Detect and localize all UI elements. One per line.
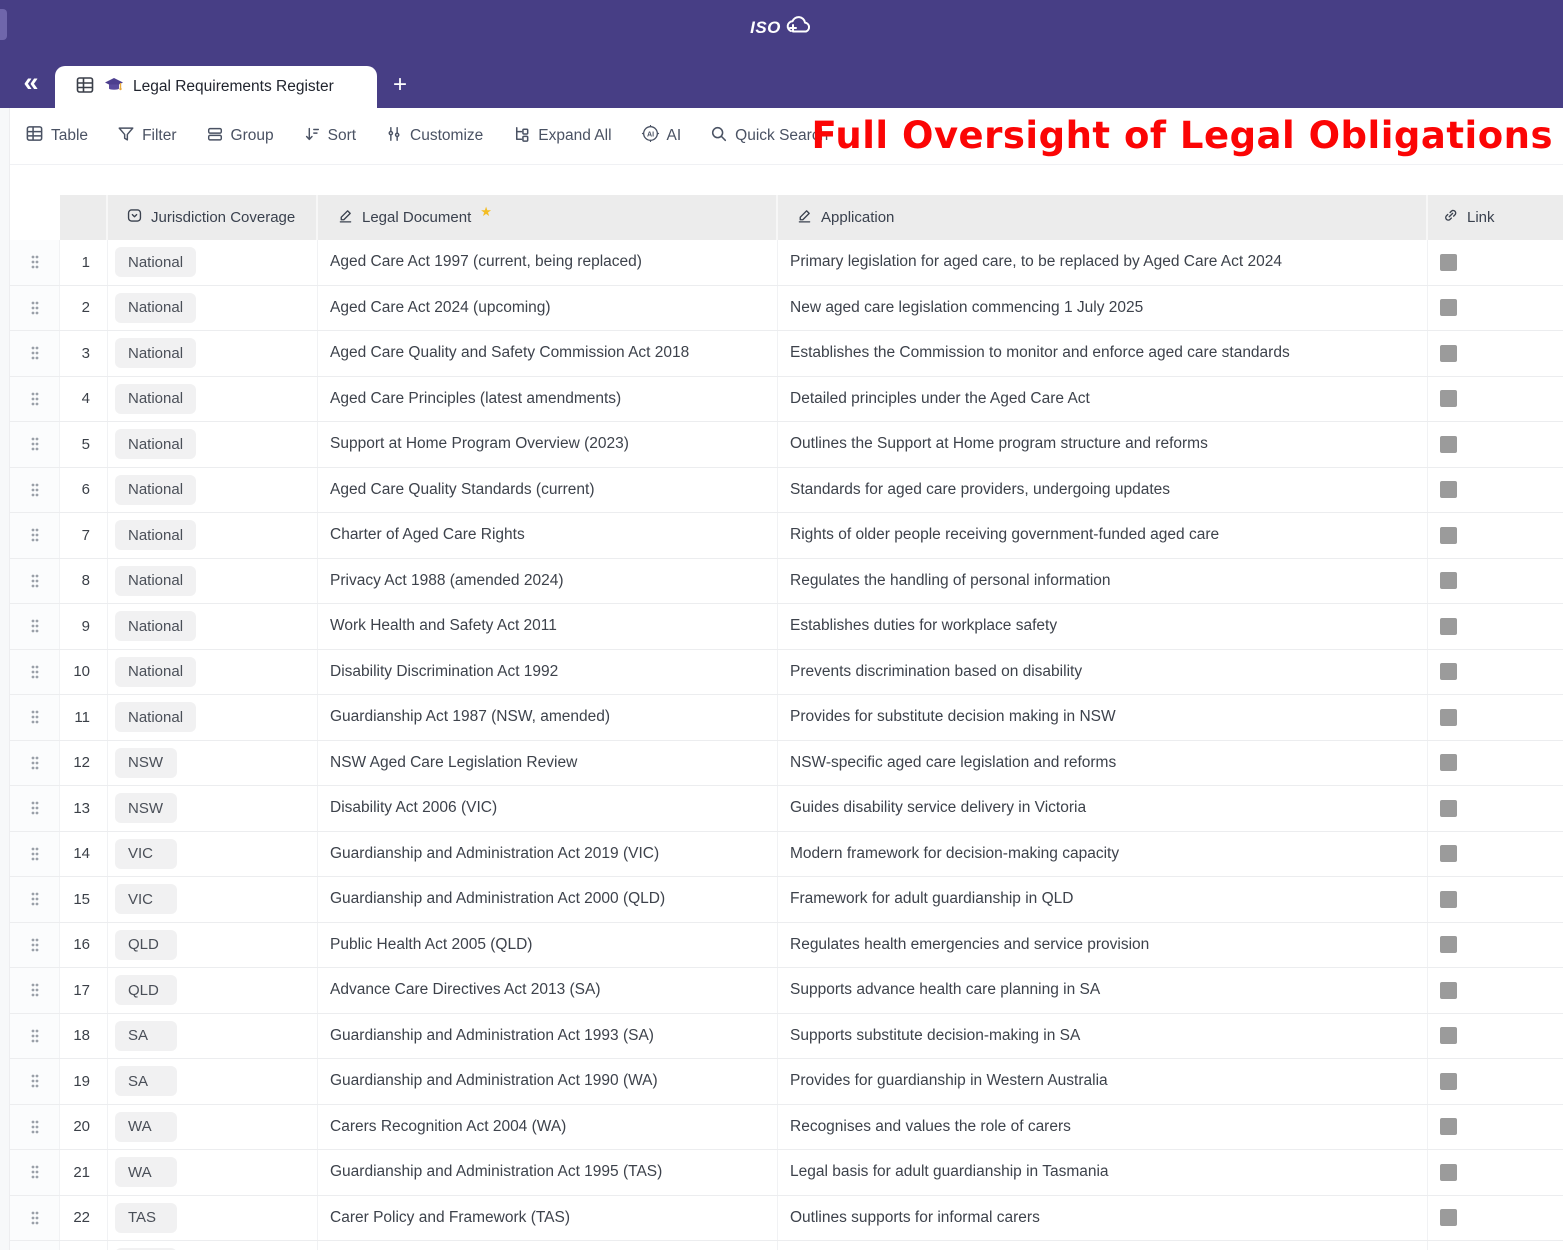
link-cell[interactable] bbox=[1428, 741, 1563, 786]
drag-dots-icon bbox=[29, 709, 41, 725]
jurisdiction-cell[interactable] bbox=[108, 1150, 318, 1195]
row-number: 3 bbox=[60, 331, 108, 376]
link-placeholder-thumbnail[interactable] bbox=[1440, 709, 1457, 726]
header-legal-document-label: Legal Document bbox=[362, 209, 472, 226]
row-drag-handle[interactable] bbox=[10, 286, 60, 331]
link-placeholder-thumbnail[interactable] bbox=[1440, 481, 1457, 498]
jurisdiction-chip: National bbox=[115, 520, 196, 550]
link-placeholder-thumbnail[interactable] bbox=[1440, 527, 1457, 544]
table-row bbox=[10, 695, 1563, 741]
row-number: 9 bbox=[60, 604, 108, 649]
legal-document-cell[interactable]: Guardianship and Administration Act 2019 (VIC) bbox=[318, 832, 778, 877]
application-cell[interactable]: New aged care legislation commencing 1 July 2025 bbox=[778, 286, 1428, 331]
row-number: 7 bbox=[60, 513, 108, 558]
customize-label: Customize bbox=[410, 127, 484, 144]
table-view-label: Table bbox=[51, 127, 89, 144]
legal-document-cell[interactable]: Privacy Act 1988 (amended 2024) bbox=[318, 559, 778, 604]
table-row bbox=[10, 513, 1563, 559]
jurisdiction-chip: SA bbox=[115, 1021, 177, 1051]
legal-register-table bbox=[10, 195, 1563, 1250]
edit-pencil-icon bbox=[796, 207, 813, 228]
jurisdiction-chip: National bbox=[115, 429, 196, 459]
edit-pencil-icon bbox=[337, 207, 354, 228]
table-row bbox=[10, 1150, 1563, 1196]
link-placeholder-thumbnail[interactable] bbox=[1440, 1027, 1457, 1044]
row-number: 16 bbox=[60, 923, 108, 968]
drag-dots-icon bbox=[29, 618, 41, 634]
application-cell[interactable]: Supports advance health care planning in SA bbox=[778, 968, 1428, 1013]
annotation-text: Full Oversight of Legal Obligations bbox=[811, 114, 1553, 157]
link-placeholder-thumbnail[interactable] bbox=[1440, 1209, 1457, 1226]
link-cell[interactable] bbox=[1428, 968, 1563, 1013]
legal-document-cell[interactable]: Guardianship and Administration Act 2000 (QLD) bbox=[318, 877, 778, 922]
application-cell[interactable]: Legal basis for adult guardianship in Tasmania bbox=[778, 1150, 1428, 1195]
link-cell[interactable] bbox=[1428, 1241, 1563, 1250]
jurisdiction-chip: NSW bbox=[115, 793, 177, 823]
jurisdiction-chip: VIC bbox=[115, 884, 177, 914]
top-bar bbox=[0, 0, 1563, 55]
legal-document-cell[interactable]: Charter of Aged Care Rights bbox=[318, 513, 778, 558]
sort-label: Sort bbox=[327, 127, 357, 144]
link-placeholder-thumbnail[interactable] bbox=[1440, 982, 1457, 999]
application-cell[interactable]: Modern framework for decision-making capacity bbox=[778, 832, 1428, 877]
table-row bbox=[10, 968, 1563, 1014]
drag-dots-icon bbox=[29, 573, 41, 589]
group-rows-icon bbox=[206, 125, 224, 148]
row-number: 5 bbox=[60, 422, 108, 467]
search-icon bbox=[710, 125, 728, 148]
application-cell[interactable]: Prevents discrimination based on disability bbox=[778, 650, 1428, 695]
funnel-icon bbox=[117, 125, 135, 148]
link-placeholder-thumbnail[interactable] bbox=[1440, 845, 1457, 862]
link-placeholder-thumbnail[interactable] bbox=[1440, 891, 1457, 908]
legal-document-cell[interactable]: Aged Care Quality and Safety Commission Act 2018 bbox=[318, 331, 778, 376]
application-cell[interactable]: Provides for guardianship in Western Australia bbox=[778, 1059, 1428, 1104]
jurisdiction-cell[interactable] bbox=[108, 377, 318, 422]
jurisdiction-chip: National bbox=[115, 657, 196, 687]
jurisdiction-cell[interactable] bbox=[108, 468, 318, 513]
row-drag-handle[interactable] bbox=[10, 1014, 60, 1059]
table-grid-icon bbox=[75, 75, 95, 100]
row-number: 20 bbox=[60, 1105, 108, 1150]
link-placeholder-thumbnail[interactable] bbox=[1440, 436, 1457, 453]
filter-button[interactable] bbox=[117, 125, 176, 148]
jurisdiction-chip: TAS bbox=[115, 1203, 177, 1233]
jurisdiction-chip: National bbox=[115, 475, 196, 505]
row-drag-handle[interactable] bbox=[10, 240, 60, 285]
ai-button[interactable] bbox=[641, 124, 682, 148]
table-body bbox=[10, 240, 1563, 1250]
svg-text:AI: AI bbox=[646, 130, 654, 139]
legal-document-cell[interactable]: Work Health and Safety Act 2011 bbox=[318, 604, 778, 649]
link-cell[interactable] bbox=[1428, 786, 1563, 831]
application-cell[interactable]: Recognises and values the role of carers bbox=[778, 1105, 1428, 1150]
header-application-label: Application bbox=[821, 209, 895, 226]
app-logo bbox=[0, 0, 1563, 55]
table-row bbox=[10, 286, 1563, 332]
tab-legal-requirements-register[interactable] bbox=[55, 66, 377, 108]
jurisdiction-cell[interactable] bbox=[108, 559, 318, 604]
drag-dots-icon bbox=[29, 937, 41, 953]
application-cell[interactable]: Detailed principles under the Aged Care Act bbox=[778, 377, 1428, 422]
legal-document-cell[interactable]: Aged Care Act 1997 (current, being replaced) bbox=[318, 240, 778, 285]
jurisdiction-cell[interactable] bbox=[108, 604, 318, 649]
table-row bbox=[10, 1196, 1563, 1242]
jurisdiction-chip: National bbox=[115, 702, 196, 732]
legal-document-cell[interactable]: Carer Policy and Framework (TAS) bbox=[318, 1196, 778, 1241]
customize-button[interactable] bbox=[385, 125, 483, 148]
tab-strip bbox=[0, 55, 1563, 108]
link-cell[interactable] bbox=[1428, 422, 1563, 467]
row-number: 2 bbox=[60, 286, 108, 331]
row-drag-handle[interactable] bbox=[10, 741, 60, 786]
row-drag-handle[interactable] bbox=[10, 877, 60, 922]
drag-dots-icon bbox=[29, 436, 41, 452]
jurisdiction-cell[interactable] bbox=[108, 695, 318, 740]
row-drag-handle[interactable] bbox=[10, 1059, 60, 1104]
legal-document-cell[interactable]: Aged Care Quality Standards (current) bbox=[318, 468, 778, 513]
row-number: 11 bbox=[60, 695, 108, 740]
link-cell[interactable] bbox=[1428, 468, 1563, 513]
link-placeholder-thumbnail[interactable] bbox=[1440, 663, 1457, 680]
header-jurisdiction-coverage[interactable] bbox=[108, 195, 318, 240]
row-drag-handle[interactable] bbox=[10, 604, 60, 649]
jurisdiction-cell[interactable] bbox=[108, 832, 318, 877]
row-number: 18 bbox=[60, 1014, 108, 1059]
table-row bbox=[10, 1059, 1563, 1105]
drag-dots-icon bbox=[29, 527, 41, 543]
legal-document-cell[interactable]: Guardianship and Administration Act 1993 (SA) bbox=[318, 1014, 778, 1059]
link-cell[interactable] bbox=[1428, 650, 1563, 695]
application-cell[interactable]: Provides for substitute decision making in NSW bbox=[778, 695, 1428, 740]
row-drag-handle[interactable] bbox=[10, 968, 60, 1013]
ai-label: AI bbox=[666, 127, 682, 144]
row-number: 22 bbox=[60, 1196, 108, 1241]
drag-dots-icon bbox=[29, 1164, 41, 1180]
jurisdiction-cell[interactable] bbox=[108, 331, 318, 376]
jurisdiction-chip: QLD bbox=[115, 975, 177, 1005]
cloud-plus-icon bbox=[783, 13, 813, 42]
row-drag-handle[interactable] bbox=[10, 377, 60, 422]
jurisdiction-cell[interactable] bbox=[108, 877, 318, 922]
jurisdiction-cell[interactable] bbox=[108, 1196, 318, 1241]
link-placeholder-thumbnail[interactable] bbox=[1440, 1073, 1457, 1090]
application-cell[interactable]: Establishes duties for workplace safety bbox=[778, 604, 1428, 649]
table-row bbox=[10, 786, 1563, 832]
table-grid-icon bbox=[25, 124, 44, 148]
legal-document-cell[interactable]: Carers Recognition Act 2004 (WA) bbox=[318, 1105, 778, 1150]
jurisdiction-chip: National bbox=[115, 566, 196, 596]
application-cell[interactable]: Framework for adult guardianship in QLD bbox=[778, 877, 1428, 922]
jurisdiction-chip: WA bbox=[115, 1112, 177, 1142]
row-drag-handle[interactable] bbox=[10, 331, 60, 376]
drag-dots-icon bbox=[29, 755, 41, 771]
table-row bbox=[10, 377, 1563, 423]
jurisdiction-cell[interactable] bbox=[108, 240, 318, 285]
link-cell[interactable] bbox=[1428, 1059, 1563, 1104]
link-placeholder-thumbnail[interactable] bbox=[1440, 345, 1457, 362]
jurisdiction-chip: QLD bbox=[115, 930, 177, 960]
expand-all-label: Expand All bbox=[538, 127, 612, 144]
jurisdiction-cell[interactable] bbox=[108, 513, 318, 558]
jurisdiction-chip: VIC bbox=[115, 839, 177, 869]
row-number: 4 bbox=[60, 377, 108, 422]
link-cell[interactable] bbox=[1428, 513, 1563, 558]
group-label: Group bbox=[230, 127, 274, 144]
row-number: 10 bbox=[60, 650, 108, 695]
row-drag-handle[interactable] bbox=[10, 1196, 60, 1241]
link-placeholder-thumbnail[interactable] bbox=[1440, 390, 1457, 407]
jurisdiction-cell[interactable] bbox=[108, 1059, 318, 1104]
application-cell[interactable]: Regulates health emergencies and service provision bbox=[778, 923, 1428, 968]
row-number: 19 bbox=[60, 1059, 108, 1104]
table-row bbox=[10, 240, 1563, 286]
application-cell[interactable] bbox=[778, 1241, 1428, 1250]
drag-dots-icon bbox=[29, 800, 41, 816]
jurisdiction-cell[interactable] bbox=[108, 1014, 318, 1059]
jurisdiction-cell[interactable] bbox=[108, 422, 318, 467]
link-placeholder-thumbnail[interactable] bbox=[1440, 1164, 1457, 1181]
jurisdiction-chip: NSW bbox=[115, 748, 177, 778]
row-number: 6 bbox=[60, 468, 108, 513]
jurisdiction-chip: National bbox=[115, 611, 196, 641]
drag-dots-icon bbox=[29, 391, 41, 407]
row-drag-handle[interactable] bbox=[10, 650, 60, 695]
application-cell[interactable]: Supports substitute decision-making in SA bbox=[778, 1014, 1428, 1059]
header-link[interactable] bbox=[1428, 195, 1563, 240]
sort-button[interactable] bbox=[303, 125, 356, 148]
link-cell[interactable] bbox=[1428, 877, 1563, 922]
logo-text: ISO bbox=[750, 17, 781, 37]
application-cell[interactable]: Primary legislation for aged care, to be replaced by Aged Care Act 2024 bbox=[778, 240, 1428, 285]
link-placeholder-thumbnail[interactable] bbox=[1440, 754, 1457, 771]
select-field-icon bbox=[126, 207, 143, 228]
application-cell[interactable]: Establishes the Commission to monitor and enforce aged care standards bbox=[778, 331, 1428, 376]
row-number: 1 bbox=[60, 240, 108, 285]
table-row bbox=[10, 1105, 1563, 1151]
sort-arrow-icon bbox=[303, 125, 321, 148]
link-cell[interactable] bbox=[1428, 331, 1563, 376]
link-placeholder-thumbnail[interactable] bbox=[1440, 299, 1457, 316]
drag-dots-icon bbox=[29, 846, 41, 862]
jurisdiction-cell[interactable] bbox=[108, 968, 318, 1013]
link-icon bbox=[1442, 207, 1459, 228]
link-placeholder-thumbnail[interactable] bbox=[1440, 936, 1457, 953]
link-cell[interactable] bbox=[1428, 1150, 1563, 1195]
row-drag-handle[interactable] bbox=[10, 559, 60, 604]
link-cell[interactable] bbox=[1428, 1105, 1563, 1150]
group-button[interactable] bbox=[206, 125, 274, 148]
jurisdiction-cell[interactable] bbox=[108, 923, 318, 968]
filter-label: Filter bbox=[142, 127, 177, 144]
row-drag-handle[interactable] bbox=[10, 1150, 60, 1195]
link-cell[interactable] bbox=[1428, 377, 1563, 422]
jurisdiction-cell[interactable] bbox=[108, 286, 318, 331]
row-number: 13 bbox=[60, 786, 108, 831]
legal-document-cell[interactable] bbox=[318, 1241, 778, 1250]
row-drag-handle[interactable] bbox=[10, 1241, 60, 1250]
drag-dots-icon bbox=[29, 300, 41, 316]
table-row bbox=[10, 331, 1563, 377]
row-drag-handle[interactable] bbox=[10, 468, 60, 513]
table-view-button[interactable] bbox=[25, 124, 88, 148]
table-row bbox=[10, 741, 1563, 787]
legal-document-cell[interactable]: Disability Discrimination Act 1992 bbox=[318, 650, 778, 695]
link-cell[interactable] bbox=[1428, 1014, 1563, 1059]
jurisdiction-chip: National bbox=[115, 384, 196, 414]
jurisdiction-cell[interactable] bbox=[108, 741, 318, 786]
application-cell[interactable]: NSW-specific aged care legislation and reforms bbox=[778, 741, 1428, 786]
legal-document-cell[interactable]: Guardianship and Administration Act 1995 (TAS) bbox=[318, 1150, 778, 1195]
drag-dots-icon bbox=[29, 482, 41, 498]
drag-dots-icon bbox=[29, 1028, 41, 1044]
jurisdiction-chip: WA bbox=[115, 1157, 177, 1187]
link-placeholder-thumbnail[interactable] bbox=[1440, 1118, 1457, 1135]
expand-all-button[interactable] bbox=[512, 124, 611, 148]
required-star-icon: ★ bbox=[480, 203, 492, 219]
link-cell[interactable] bbox=[1428, 286, 1563, 331]
legal-document-cell[interactable]: Guardianship Act 1987 (NSW, amended) bbox=[318, 695, 778, 740]
header-jurisdiction-label: Jurisdiction Coverage bbox=[151, 209, 296, 226]
header-link-label: Link bbox=[1467, 209, 1495, 226]
drag-dots-icon bbox=[29, 891, 41, 907]
header-row-number bbox=[60, 195, 108, 240]
table-row bbox=[10, 1014, 1563, 1060]
graduation-cap-icon bbox=[104, 76, 124, 99]
add-tab-button[interactable]: + bbox=[392, 71, 407, 98]
link-cell[interactable] bbox=[1428, 240, 1563, 285]
drag-dots-icon bbox=[29, 1210, 41, 1226]
link-placeholder-thumbnail[interactable] bbox=[1440, 800, 1457, 817]
sliders-icon bbox=[385, 125, 403, 148]
row-number: 14 bbox=[60, 832, 108, 877]
link-cell[interactable] bbox=[1428, 604, 1563, 649]
table-row bbox=[10, 468, 1563, 514]
legal-document-cell[interactable]: Advance Care Directives Act 2013 (SA) bbox=[318, 968, 778, 1013]
row-number bbox=[60, 1241, 108, 1250]
application-cell[interactable]: Regulates the handling of personal information bbox=[778, 559, 1428, 604]
jurisdiction-cell[interactable] bbox=[108, 1241, 318, 1250]
table-header-row bbox=[10, 195, 1563, 240]
jurisdiction-cell[interactable] bbox=[108, 1105, 318, 1150]
table-row bbox=[10, 422, 1563, 468]
drag-dots-icon bbox=[29, 345, 41, 361]
header-legal-document[interactable] bbox=[318, 195, 778, 240]
tree-expand-icon bbox=[512, 124, 531, 148]
row-drag-handle[interactable] bbox=[10, 695, 60, 740]
application-cell[interactable]: Guides disability service delivery in Victoria bbox=[778, 786, 1428, 831]
table-row bbox=[10, 559, 1563, 605]
link-cell[interactable] bbox=[1428, 1196, 1563, 1241]
link-cell[interactable] bbox=[1428, 923, 1563, 968]
row-drag-handle[interactable] bbox=[10, 422, 60, 467]
collapse-sidebar-button[interactable]: « bbox=[23, 66, 39, 97]
row-number: 12 bbox=[60, 741, 108, 786]
table-row bbox=[10, 923, 1563, 969]
jurisdiction-chip: National bbox=[115, 247, 196, 277]
link-placeholder-thumbnail[interactable] bbox=[1440, 618, 1457, 635]
row-drag-handle[interactable] bbox=[10, 513, 60, 558]
row-drag-handle[interactable] bbox=[10, 832, 60, 877]
row-number: 17 bbox=[60, 968, 108, 1013]
link-placeholder-thumbnail[interactable] bbox=[1440, 254, 1457, 271]
application-cell[interactable]: Standards for aged care providers, undergoing updates bbox=[778, 468, 1428, 513]
link-placeholder-thumbnail[interactable] bbox=[1440, 572, 1457, 589]
row-drag-handle[interactable] bbox=[10, 1105, 60, 1150]
jurisdiction-chip: National bbox=[115, 338, 196, 368]
row-number: 21 bbox=[60, 1150, 108, 1195]
legal-document-cell[interactable]: Disability Act 2006 (VIC) bbox=[318, 786, 778, 831]
application-cell[interactable]: Rights of older people receiving government-funded aged care bbox=[778, 513, 1428, 558]
row-number: 8 bbox=[60, 559, 108, 604]
left-rail bbox=[0, 108, 10, 1250]
table-row bbox=[10, 877, 1563, 923]
quick-search-label: Quick Search bbox=[735, 127, 829, 144]
table-row bbox=[10, 650, 1563, 696]
link-cell[interactable] bbox=[1428, 832, 1563, 877]
legal-document-cell[interactable]: NSW Aged Care Legislation Review bbox=[318, 741, 778, 786]
legal-document-cell[interactable]: Support at Home Program Overview (2023) bbox=[318, 422, 778, 467]
legal-document-cell[interactable]: Aged Care Act 2024 (upcoming) bbox=[318, 286, 778, 331]
jurisdiction-chip: National bbox=[115, 293, 196, 323]
drag-dots-icon bbox=[29, 982, 41, 998]
legal-document-cell[interactable]: Guardianship and Administration Act 1990 (WA) bbox=[318, 1059, 778, 1104]
row-drag-handle[interactable] bbox=[10, 923, 60, 968]
table-row bbox=[10, 832, 1563, 878]
application-cell[interactable]: Outlines supports for informal carers bbox=[778, 1196, 1428, 1241]
link-cell[interactable] bbox=[1428, 695, 1563, 740]
ai-chip-icon bbox=[641, 124, 660, 148]
jurisdiction-chip: SA bbox=[115, 1066, 177, 1096]
table-row bbox=[10, 604, 1563, 650]
legal-document-cell[interactable]: Aged Care Principles (latest amendments) bbox=[318, 377, 778, 422]
drag-dots-icon bbox=[29, 254, 41, 270]
jurisdiction-cell[interactable] bbox=[108, 786, 318, 831]
row-drag-handle[interactable] bbox=[10, 786, 60, 831]
jurisdiction-cell[interactable] bbox=[108, 650, 318, 695]
legal-document-cell[interactable]: Public Health Act 2005 (QLD) bbox=[318, 923, 778, 968]
link-cell[interactable] bbox=[1428, 559, 1563, 604]
drag-dots-icon bbox=[29, 664, 41, 680]
header-handle-spacer bbox=[10, 195, 60, 240]
drag-dots-icon bbox=[29, 1073, 41, 1089]
table-row bbox=[10, 1241, 1563, 1250]
header-application[interactable] bbox=[778, 195, 1428, 240]
drag-dots-icon bbox=[29, 1119, 41, 1135]
row-number: 15 bbox=[60, 877, 108, 922]
application-cell[interactable]: Outlines the Support at Home program structure and reforms bbox=[778, 422, 1428, 467]
tab-label: Legal Requirements Register bbox=[133, 78, 334, 95]
